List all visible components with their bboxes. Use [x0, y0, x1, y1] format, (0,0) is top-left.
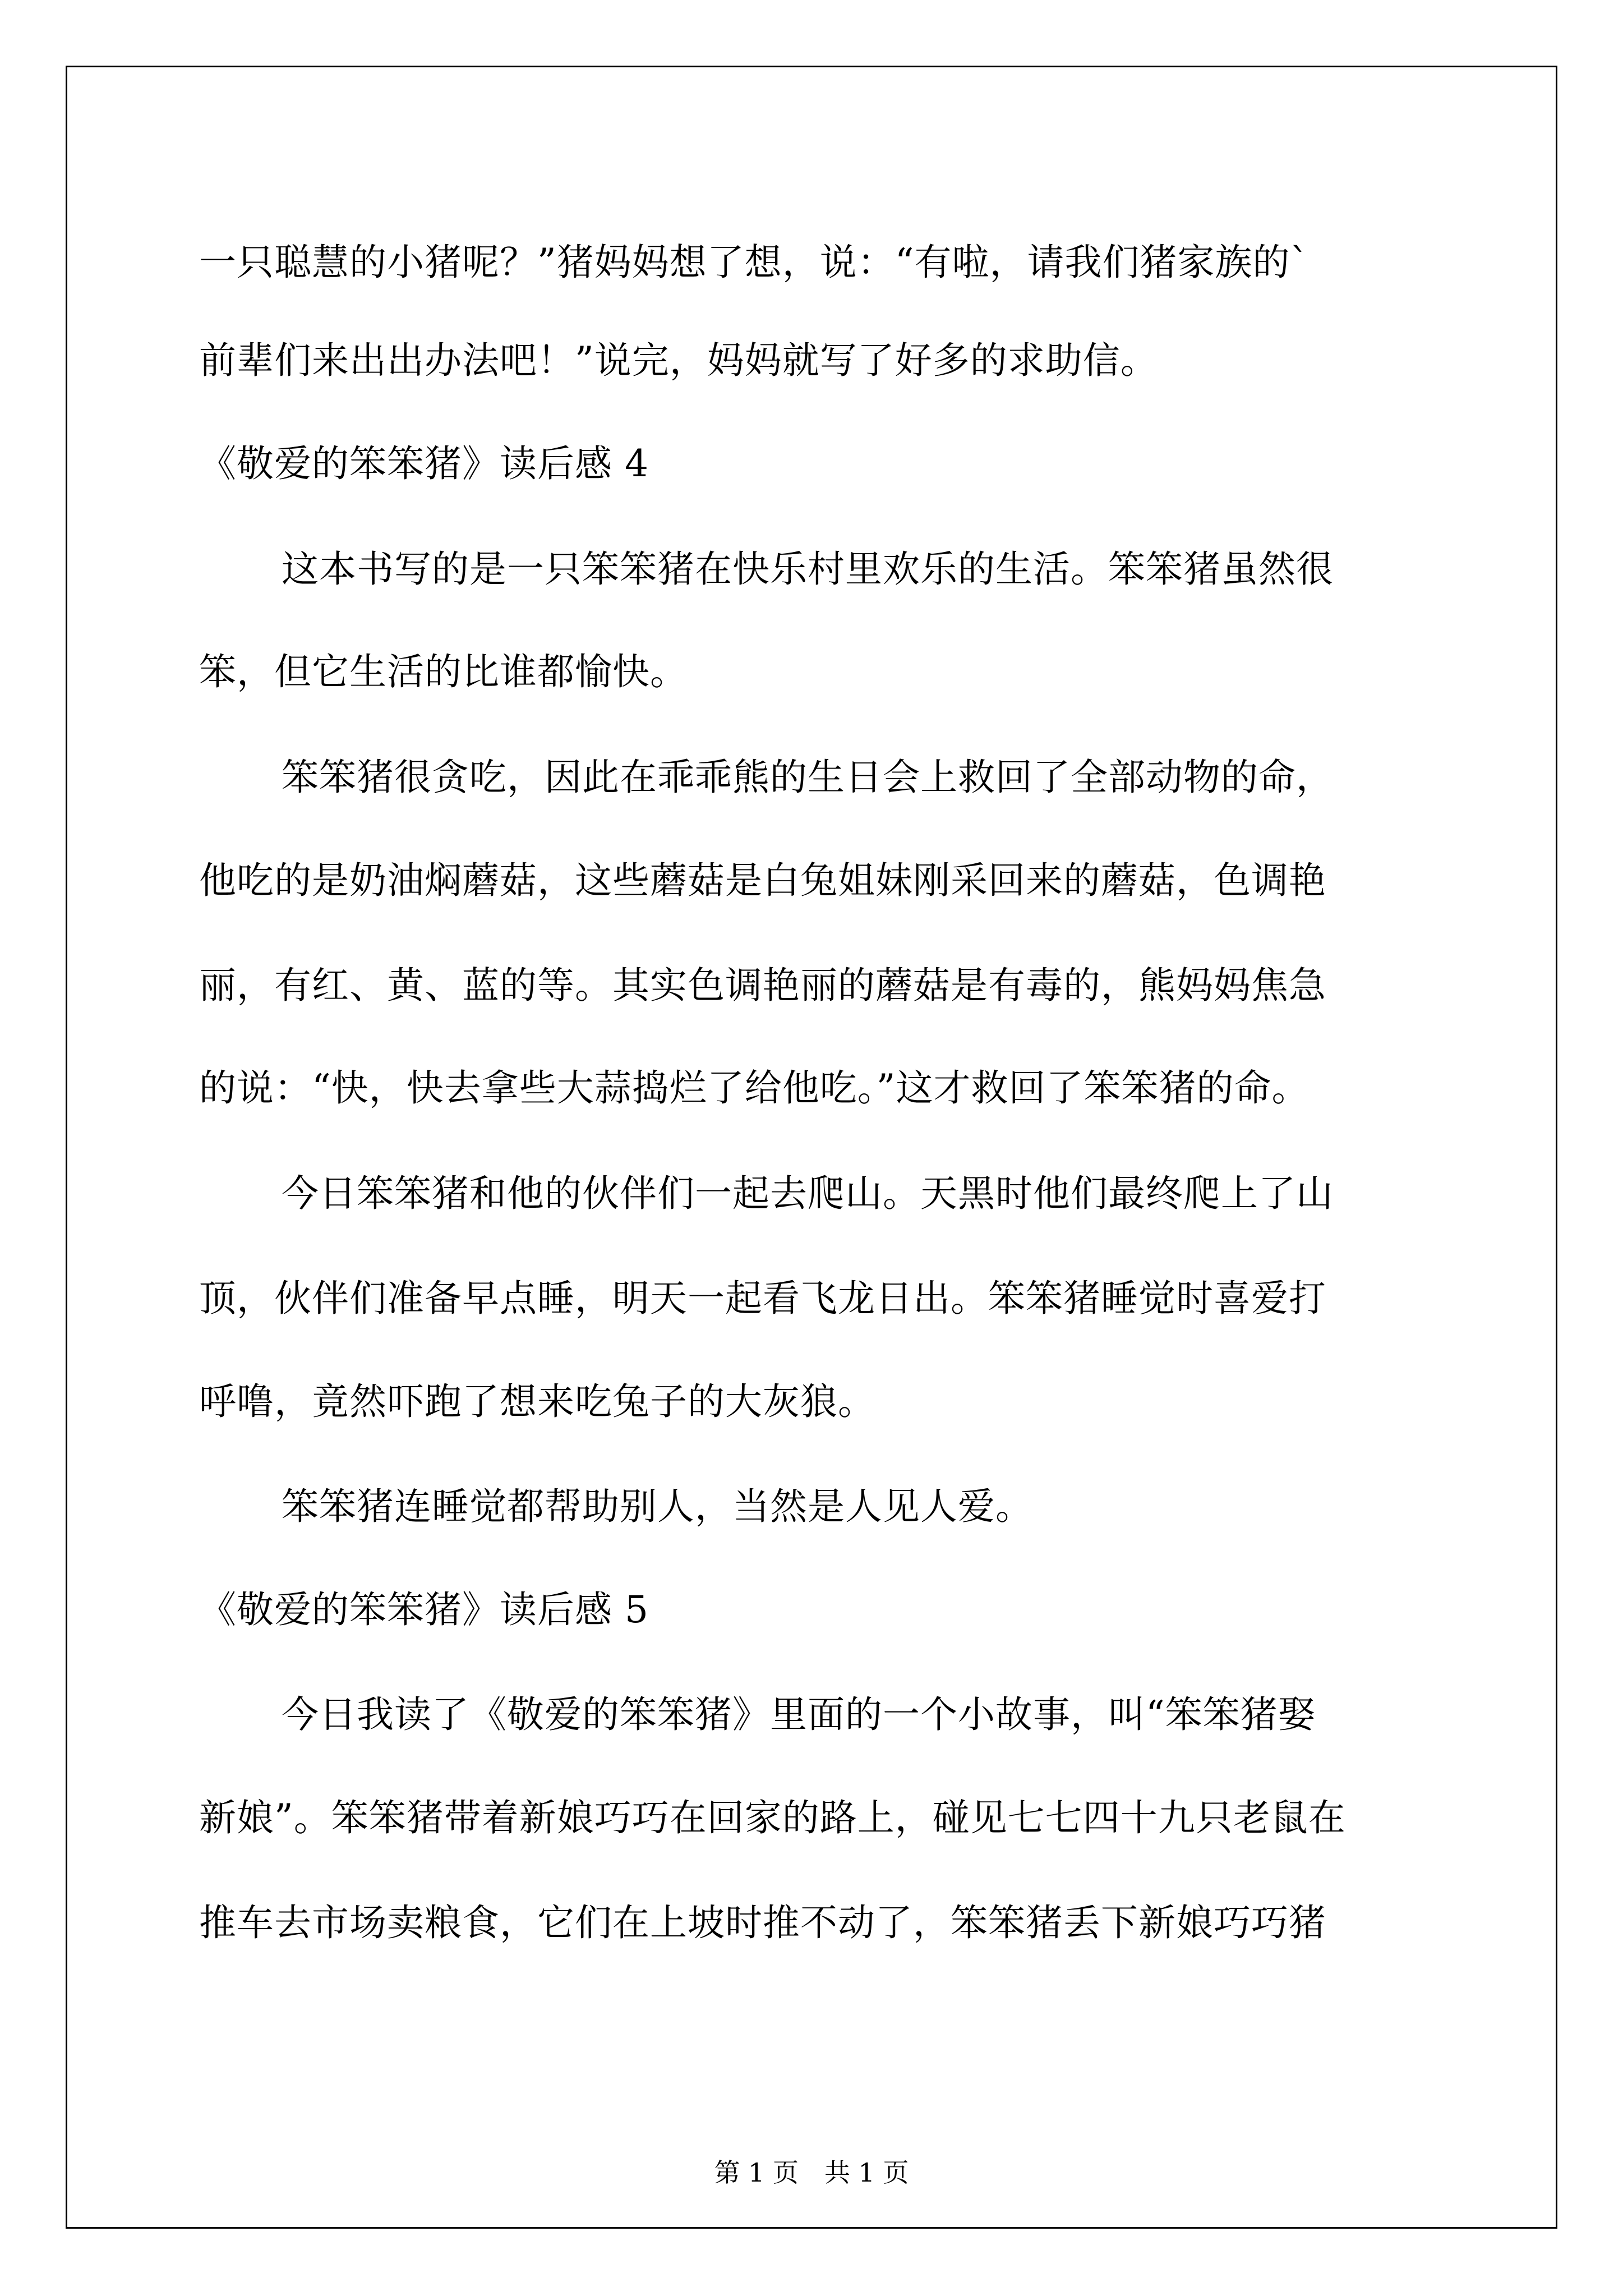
paragraph-line: 笨笨猪很贪吃，因此在乖乖熊的生日会上救回了全部动物的命， — [282, 756, 1334, 799]
paragraph-line: 笨笨猪连睡觉都帮助别人，当然是人见人爱。 — [282, 1485, 1033, 1528]
paragraph-line: 顶，伙伴们准备早点睡，明天一起看飞龙日出。笨笨猪睡觉时喜爱打 — [199, 1277, 1326, 1320]
paragraph-line: 呼噜，竟然吓跑了想来吃兔子的大灰狼。 — [199, 1380, 875, 1423]
paragraph-line: 他吃的是奶油焖蘑菇，这些蘑菇是白兔姐妹刚采回来的蘑菇，色调艳 — [199, 859, 1326, 902]
page-footer: 第 1 页 共 1 页 — [714, 2157, 909, 2188]
paragraph-line: 笨，但它生活的比谁都愉快。 — [199, 650, 688, 693]
section-heading: 《敬爱的笨笨猪》读后感 5 — [199, 1588, 649, 1631]
paragraph-line: 前辈们来出出办法吧！”说完，妈妈就写了好多的求助信。 — [199, 339, 1158, 382]
paragraph-line: 丽，有红、黄、蓝的等。其实色调艳丽的蘑菇是有毒的，熊妈妈焦急 — [199, 964, 1326, 1007]
paragraph-line: 今日笨笨猪和他的伙伴们一起去爬山。天黑时他们最终爬上了山 — [282, 1172, 1334, 1215]
paragraph-line: 一只聪慧的小猪呢？”猪妈妈想了想，说：“有啦，请我们猪家族的` — [199, 241, 1310, 284]
paragraph-line: 新娘”。笨笨猪带着新娘巧巧在回家的路上，碰见七七四十九只老鼠在 — [199, 1796, 1346, 1839]
paragraph-line: 推车去市场卖粮食，它们在上坡时推不动了，笨笨猪丢下新娘巧巧猪 — [199, 1901, 1326, 1944]
section-heading: 《敬爱的笨笨猪》读后感 4 — [199, 442, 649, 485]
paragraph-line: 的说：“快，快去拿些大蒜捣烂了给他吃。”这才救回了笨笨猪的命。 — [199, 1066, 1310, 1110]
paragraph-line: 今日我读了《敬爱的笨笨猪》里面的一个小故事，叫“笨笨猪娶 — [282, 1693, 1316, 1736]
paragraph-line: 这本书写的是一只笨笨猪在快乐村里欢乐的生活。笨笨猪虽然很 — [282, 547, 1334, 591]
